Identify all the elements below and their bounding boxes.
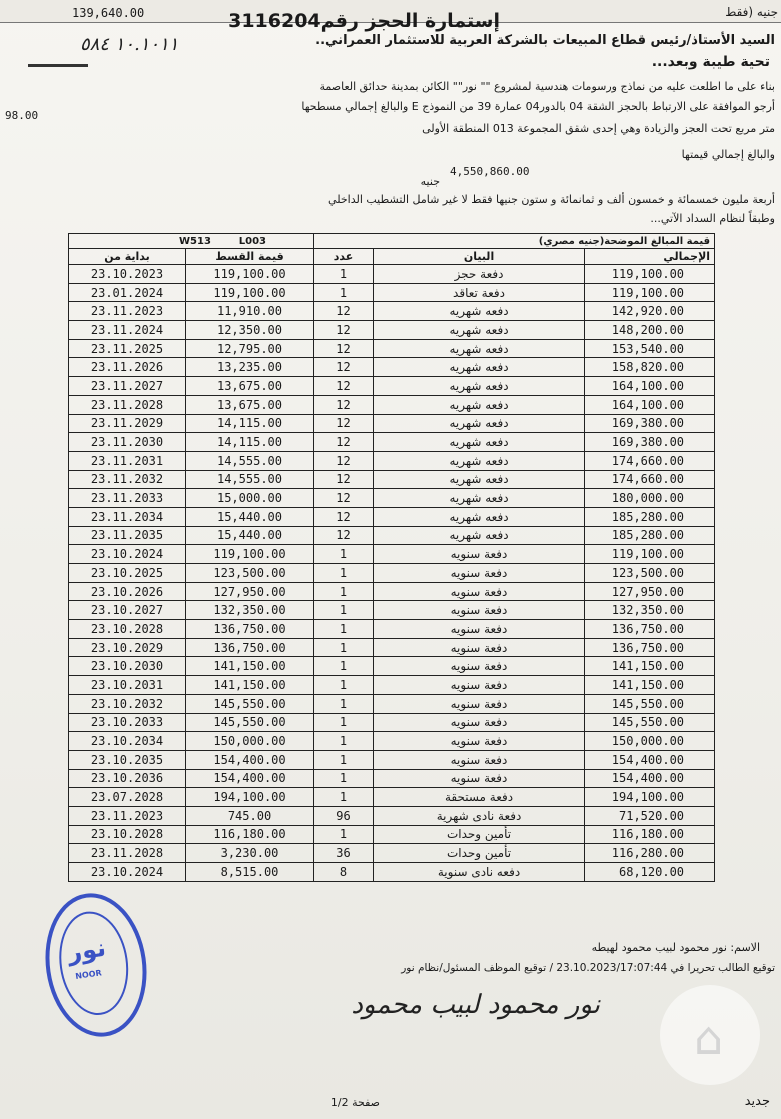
cell-amount: 119,100.00	[186, 545, 314, 564]
stamp-logo: نور	[66, 933, 108, 967]
table-caption-row	[69, 234, 715, 249]
greeting-line: تحية طيبة وبعد...	[651, 54, 770, 70]
table-row	[69, 620, 715, 639]
cell-total: 116,280.00	[585, 844, 715, 863]
cell-total: 119,100.00	[585, 545, 715, 564]
cell-date: 23.11.2028	[69, 844, 186, 863]
cell-count: 1	[314, 769, 374, 788]
top-strip-amount: 139,640.00	[72, 6, 145, 20]
table-row	[69, 507, 715, 526]
cell-date: 23.11.2027	[69, 377, 186, 396]
table-row	[69, 769, 715, 788]
cell-description: دفعه نادى سنوية	[374, 863, 585, 882]
table-row	[69, 844, 715, 863]
cell-count: 12	[314, 414, 374, 433]
cell-count: 12	[314, 339, 374, 358]
cell-total: 127,950.00	[585, 582, 715, 601]
cell-date: 23.10.2030	[69, 657, 186, 676]
cell-date: 23.10.2031	[69, 676, 186, 695]
cell-description: دفعة سنويه	[374, 601, 585, 620]
cell-amount: 145,550.00	[186, 713, 314, 732]
cell-count: 1	[314, 694, 374, 713]
cell-description: دفعه شهريه	[374, 377, 585, 396]
table-row	[69, 713, 715, 732]
cell-amount: 12,795.00	[186, 339, 314, 358]
table-body	[69, 265, 715, 882]
table-row	[69, 863, 715, 882]
body-line-4: والبالغ إجمالي قيمتها	[681, 148, 775, 161]
cell-amount: 12,350.00	[186, 321, 314, 340]
cell-description: دفعه شهريه	[374, 339, 585, 358]
cell-count: 12	[314, 377, 374, 396]
cell-total: 142,920.00	[585, 302, 715, 321]
cell-amount: 13,675.00	[186, 395, 314, 414]
table-row	[69, 377, 715, 396]
cell-description: دفعه شهريه	[374, 321, 585, 340]
cell-total: 194,100.00	[585, 788, 715, 807]
cell-count: 1	[314, 732, 374, 751]
addressee-line: السيد الأستاذ/رئيس قطاع المبيعات بالشركة العربية للاستثمار العمراني..	[315, 33, 775, 48]
cell-total: 154,400.00	[585, 750, 715, 769]
cell-total: 132,350.00	[585, 601, 715, 620]
signature-line: توقيع الطالب تحريرا في 23.10.2023/17:07:44 / توقيع الموظف المسئول/نظام نور	[401, 962, 775, 974]
cell-amount: 11,910.00	[186, 302, 314, 321]
cell-date: 23.10.2024	[69, 863, 186, 882]
total-value: 4,550,860.00	[450, 165, 530, 178]
cell-date: 23.10.2035	[69, 750, 186, 769]
table-row	[69, 414, 715, 433]
cell-date: 23.11.2028	[69, 395, 186, 414]
table-row	[69, 545, 715, 564]
cell-description: دفعة نادى شهرية	[374, 806, 585, 825]
cell-total: 164,100.00	[585, 395, 715, 414]
cell-amount: 154,400.00	[186, 769, 314, 788]
cell-description: دفعه شهريه	[374, 451, 585, 470]
cell-count: 1	[314, 283, 374, 302]
cell-description: دفعة سنويه	[374, 732, 585, 751]
cell-total: 141,150.00	[585, 676, 715, 695]
cell-date: 23.10.2036	[69, 769, 186, 788]
table-row	[69, 321, 715, 340]
new-label: جديد	[744, 1094, 770, 1109]
table-row	[69, 564, 715, 583]
table-row	[69, 451, 715, 470]
cell-count: 1	[314, 825, 374, 844]
cell-count: 1	[314, 638, 374, 657]
cell-count: 12	[314, 302, 374, 321]
cell-total: 164,100.00	[585, 377, 715, 396]
table-row	[69, 601, 715, 620]
cell-description: دفعة سنويه	[374, 657, 585, 676]
cell-count: 1	[314, 265, 374, 284]
cell-description: تأمين وحدات	[374, 825, 585, 844]
cell-count: 12	[314, 489, 374, 508]
cell-count: 1	[314, 601, 374, 620]
page-label: صفحة 1/2	[330, 1096, 380, 1109]
cell-date: 23.11.2033	[69, 489, 186, 508]
table-row	[69, 806, 715, 825]
cell-date: 23.11.2029	[69, 414, 186, 433]
cell-date: 23.11.2024	[69, 321, 186, 340]
cell-count: 1	[314, 564, 374, 583]
cell-total: 116,180.00	[585, 825, 715, 844]
body-line-3: متر مربع تحت العجز والزيادة وهي إحدى شقق المجموعة 013 المنطقة الأولى	[422, 122, 775, 135]
cell-date: 23.11.2023	[69, 806, 186, 825]
cell-total: 145,550.00	[585, 713, 715, 732]
cell-count: 12	[314, 395, 374, 414]
cell-amount: 123,500.00	[186, 564, 314, 583]
handwritten-signature: نور محمود لبيب محمود	[351, 990, 600, 1020]
code-w: W513	[179, 235, 211, 247]
cell-description: دفعه شهريه	[374, 489, 585, 508]
cell-description: دفعة سنويه	[374, 713, 585, 732]
cell-description: دفعة سنويه	[374, 638, 585, 657]
cell-count: 8	[314, 863, 374, 882]
cell-amount: 13,235.00	[186, 358, 314, 377]
cell-date: 23.11.2031	[69, 451, 186, 470]
cell-description: دفعه شهريه	[374, 433, 585, 452]
cell-total: 141,150.00	[585, 657, 715, 676]
cell-description: دفعه شهريه	[374, 526, 585, 545]
cell-amount: 132,350.00	[186, 601, 314, 620]
table-row	[69, 395, 715, 414]
cell-count: 1	[314, 750, 374, 769]
company-stamp	[36, 887, 155, 1044]
cell-amount: 136,750.00	[186, 620, 314, 639]
cell-total: 136,750.00	[585, 620, 715, 639]
cell-amount: 154,400.00	[186, 750, 314, 769]
cell-total: 169,380.00	[585, 414, 715, 433]
cell-description: دفعة سنويه	[374, 676, 585, 695]
table-caption: قيمة المبالغ الموضحة(جنيه مصري)	[314, 234, 715, 249]
table-row	[69, 788, 715, 807]
cell-total: 185,280.00	[585, 526, 715, 545]
cell-amount: 13,675.00	[186, 377, 314, 396]
header-count: عدد	[314, 249, 374, 265]
cell-description: دفعة سنويه	[374, 694, 585, 713]
cell-description: دفعة سنويه	[374, 545, 585, 564]
cell-date: 23.10.2034	[69, 732, 186, 751]
table-row	[69, 470, 715, 489]
cell-count: 1	[314, 676, 374, 695]
cell-description: دفعه شهريه	[374, 414, 585, 433]
table-row	[69, 489, 715, 508]
code-l: L003	[238, 235, 267, 247]
table-row	[69, 358, 715, 377]
cell-total: 145,550.00	[585, 694, 715, 713]
cell-description: دفعه شهريه	[374, 395, 585, 414]
cell-count: 12	[314, 451, 374, 470]
cell-count: 96	[314, 806, 374, 825]
cell-count: 12	[314, 507, 374, 526]
cell-date: 23.10.2025	[69, 564, 186, 583]
cell-date: 23.11.2030	[69, 433, 186, 452]
table-row	[69, 825, 715, 844]
cell-count: 1	[314, 713, 374, 732]
cell-date: 23.10.2027	[69, 601, 186, 620]
cell-total: 119,100.00	[585, 283, 715, 302]
cell-date: 23.10.2029	[69, 638, 186, 657]
header-date: بداية من	[69, 249, 186, 265]
cell-description: دفعه شهريه	[374, 507, 585, 526]
currency-word: جنيه	[420, 175, 440, 188]
cell-date: 23.01.2024	[69, 283, 186, 302]
cell-amount: 14,115.00	[186, 433, 314, 452]
table-row	[69, 676, 715, 695]
payment-note: وطبقاً لنظام السداد الآتي...	[650, 212, 775, 225]
form-title: إستمارة الحجز رقم3116204	[228, 10, 500, 32]
cell-description: دفعه شهريه	[374, 302, 585, 321]
cell-date: 23.11.2034	[69, 507, 186, 526]
cell-amount: 15,440.00	[186, 507, 314, 526]
cell-amount: 14,555.00	[186, 470, 314, 489]
cell-amount: 136,750.00	[186, 638, 314, 657]
table-row	[69, 433, 715, 452]
table-row	[69, 526, 715, 545]
cell-total: 169,380.00	[585, 433, 715, 452]
cell-description: دفعة تعاقد	[374, 283, 585, 302]
cell-amount: 116,180.00	[186, 825, 314, 844]
table-row	[69, 302, 715, 321]
cell-description: دفعة سنويه	[374, 620, 585, 639]
cell-amount: 15,440.00	[186, 526, 314, 545]
cell-date: 23.11.2032	[69, 470, 186, 489]
cell-total: 174,660.00	[585, 451, 715, 470]
cell-description: دفعة سنويه	[374, 582, 585, 601]
cell-description: تأمين وحدات	[374, 844, 585, 863]
cell-total: 185,280.00	[585, 507, 715, 526]
cell-count: 12	[314, 526, 374, 545]
header-description: البيان	[374, 249, 585, 265]
cell-amount: 150,000.00	[186, 732, 314, 751]
cell-amount: 127,950.00	[186, 582, 314, 601]
cell-amount: 119,100.00	[186, 265, 314, 284]
table-row	[69, 732, 715, 751]
cell-total: 153,540.00	[585, 339, 715, 358]
watermark-logo	[660, 985, 760, 1085]
cell-total: 154,400.00	[585, 769, 715, 788]
cell-count: 1	[314, 620, 374, 639]
cell-description: دفعه شهريه	[374, 358, 585, 377]
amount-in-words: أربعة مليون خمسمائة و خمسون ألف و ثمانمائة و ستون جنيها فقط لا غير شامل التشطيب الداخلي	[328, 193, 775, 206]
stamp-latin-text: NOOR	[74, 968, 103, 981]
cell-amount: 745.00	[186, 806, 314, 825]
body-line-2: أرجو الموافقة على الارتباط بالحجز الشقة 04 بالدور04 عمارة 39 من النموذج E والبالغ إجمالي مسطحها	[301, 100, 775, 113]
table-row	[69, 339, 715, 358]
cell-count: 12	[314, 433, 374, 452]
cell-date: 23.11.2026	[69, 358, 186, 377]
cell-description: دفعه شهريه	[374, 470, 585, 489]
cell-date: 23.11.2035	[69, 526, 186, 545]
cell-count: 1	[314, 657, 374, 676]
name-line: الاسم: نور محمود لبيب محمود لهيطه	[591, 941, 760, 954]
cell-total: 123,500.00	[585, 564, 715, 583]
cell-description: دفعة سنويه	[374, 750, 585, 769]
cell-amount: 141,150.00	[186, 657, 314, 676]
table-row	[69, 694, 715, 713]
cell-description: دفعة سنويه	[374, 769, 585, 788]
cell-count: 1	[314, 545, 374, 564]
cell-amount: 119,100.00	[186, 283, 314, 302]
cell-date: 23.11.2025	[69, 339, 186, 358]
cell-description: دفعة مستحقة	[374, 788, 585, 807]
cell-total: 136,750.00	[585, 638, 715, 657]
handwritten-reference: ١٠.١٠١١ ٥٨٤	[80, 34, 179, 55]
top-strip-label: جنيه (فقط	[725, 5, 778, 19]
cell-count: 12	[314, 358, 374, 377]
cell-date: 23.10.2026	[69, 582, 186, 601]
cell-count: 36	[314, 844, 374, 863]
cell-total: 180,000.00	[585, 489, 715, 508]
cell-amount: 8,515.00	[186, 863, 314, 882]
cell-date: 23.11.2023	[69, 302, 186, 321]
table-row	[69, 750, 715, 769]
cell-total: 71,520.00	[585, 806, 715, 825]
cell-amount: 14,555.00	[186, 451, 314, 470]
header-amount: قيمة القسط	[186, 249, 314, 265]
margin-dash	[28, 64, 88, 67]
area-value: 98.00	[5, 109, 39, 122]
cell-date: 23.10.2028	[69, 825, 186, 844]
cell-count: 12	[314, 470, 374, 489]
cell-amount: 141,150.00	[186, 676, 314, 695]
header-total: الإجمالي	[585, 249, 715, 265]
cell-count: 12	[314, 321, 374, 340]
cell-count: 1	[314, 582, 374, 601]
cell-date: 23.10.2023	[69, 265, 186, 284]
cell-date: 23.10.2028	[69, 620, 186, 639]
house-icon: ⌂	[694, 1011, 724, 1065]
table-codes	[69, 234, 314, 249]
table-header-row	[69, 249, 715, 265]
cell-total: 174,660.00	[585, 470, 715, 489]
table-row	[69, 638, 715, 657]
cell-total: 150,000.00	[585, 732, 715, 751]
table-row	[69, 283, 715, 302]
body-line-1: بناء على ما اطلعت عليه من نماذج ورسومات هندسية لمشروع "" نور"" الكائن بمدينة حدائق العاصمة	[319, 80, 775, 93]
cell-date: 23.10.2033	[69, 713, 186, 732]
cell-date: 23.10.2032	[69, 694, 186, 713]
cell-date: 23.10.2024	[69, 545, 186, 564]
cell-amount: 194,100.00	[186, 788, 314, 807]
cell-amount: 145,550.00	[186, 694, 314, 713]
table-row	[69, 582, 715, 601]
cell-total: 148,200.00	[585, 321, 715, 340]
cell-amount: 15,000.00	[186, 489, 314, 508]
cell-total: 158,820.00	[585, 358, 715, 377]
cell-description: دفعة حجز	[374, 265, 585, 284]
table-row	[69, 265, 715, 284]
payment-schedule-table	[68, 233, 715, 882]
table-row	[69, 657, 715, 676]
cell-description: دفعة سنويه	[374, 564, 585, 583]
cell-date: 23.07.2028	[69, 788, 186, 807]
cell-total: 68,120.00	[585, 863, 715, 882]
cell-total: 119,100.00	[585, 265, 715, 284]
cell-count: 1	[314, 788, 374, 807]
cell-amount: 14,115.00	[186, 414, 314, 433]
cell-amount: 3,230.00	[186, 844, 314, 863]
